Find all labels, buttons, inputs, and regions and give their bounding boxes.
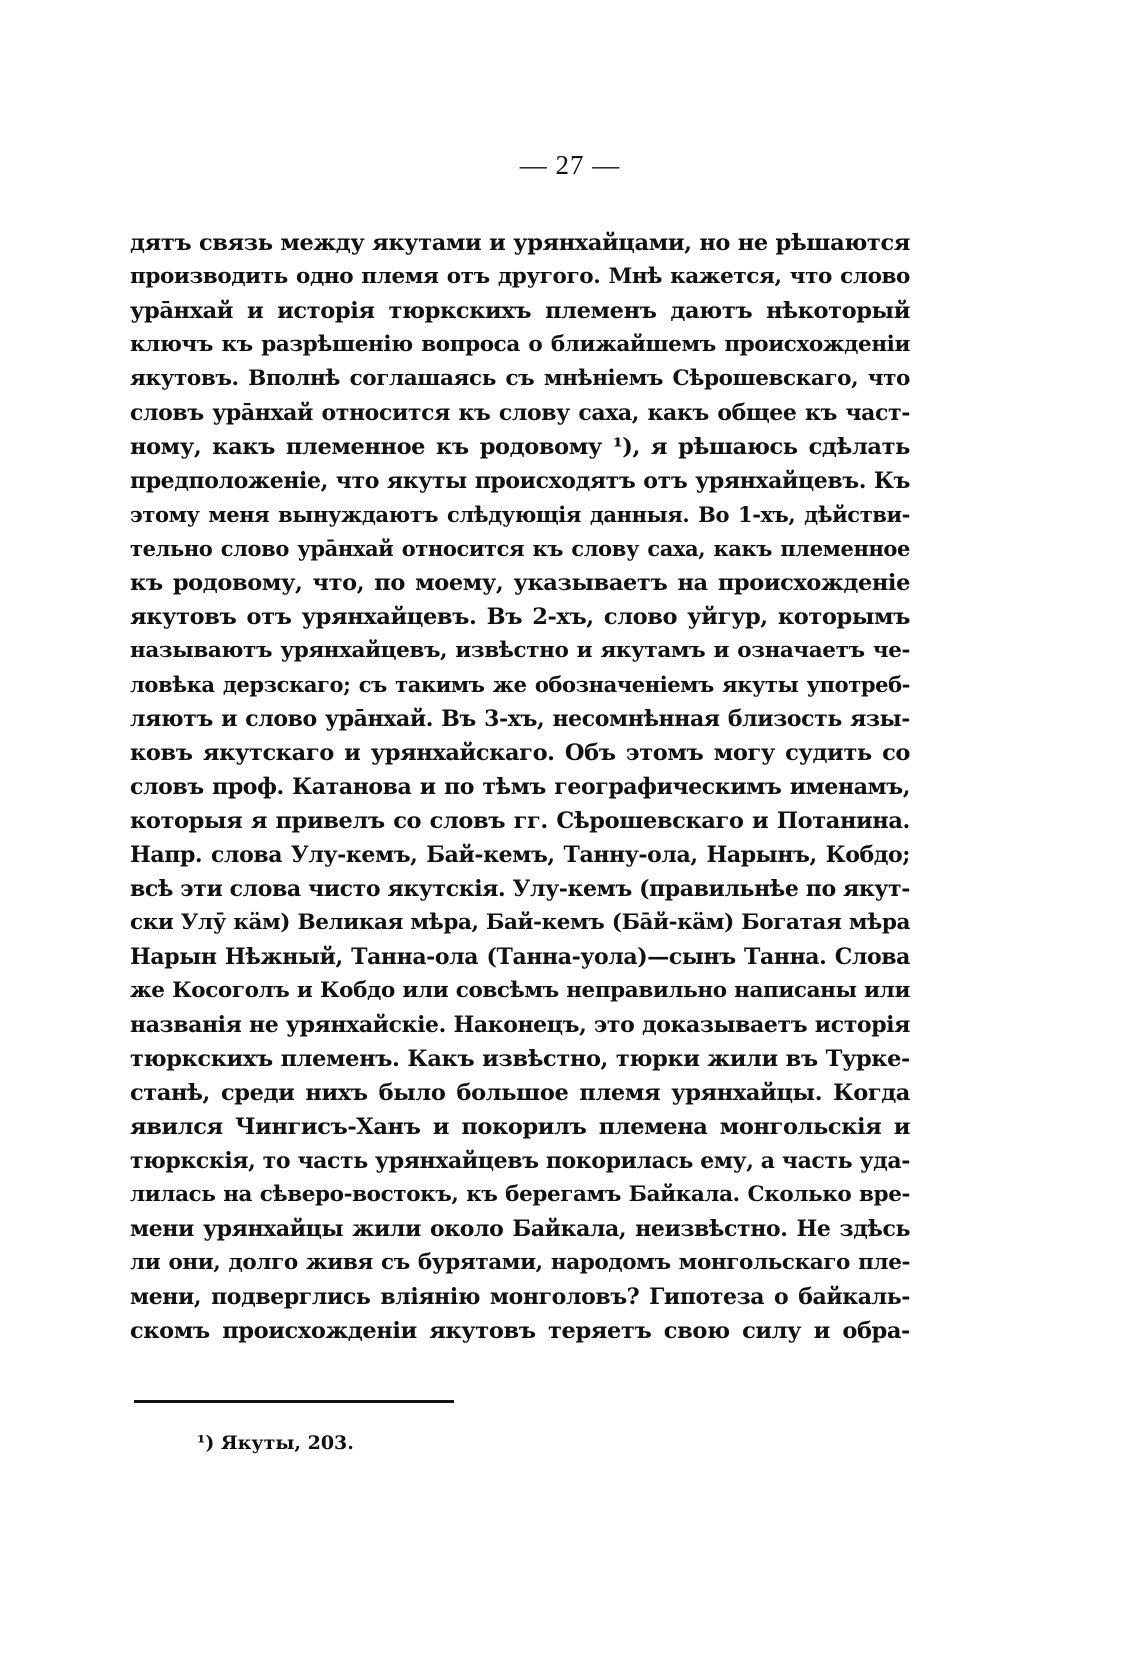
text-line: ли они, долго живя съ бурятами, народомъ монгольскаго пле- [130, 1250, 910, 1275]
text-line: дятъ связь между якутами и урянхайцами, но не рѣшаются [130, 230, 910, 256]
text-line: урāнхай и исторія тюркскихъ племенъ даютъ нѣкоторый [130, 298, 910, 324]
text-line: производить одно племя отъ другого. Мнѣ кажется, что слово [130, 264, 910, 289]
text-line: тельно слово урāнхай относится къ слову саха, какъ племенное [130, 536, 910, 561]
text-line: мени, подверглись вліянію монголовъ? Гипотеза о байкаль- [130, 1284, 910, 1310]
text-line: ски Улӯ кӓм) Великая мѣра, Бай-кемъ (Бāй-кӓм) Богатая мѣра [130, 910, 910, 935]
text-line: Нарын Нѣжный, Танна-ола (Танна-уола)—сынъ Танна. Слова [130, 944, 910, 970]
text-line: Напр. слова Улу-кемъ, Бай-кемъ, Танну-ола, Нарынъ, Кобдо; [130, 842, 910, 868]
footnote-marker: ¹) [197, 1432, 215, 1454]
text-line: ловѣка дерзскаго; съ такимъ же обозначеніемъ якуты употреб- [130, 672, 910, 697]
text-line: якутовъ отъ урянхайцевъ. Въ 2-хъ, слово уйгур, которымъ [130, 604, 910, 630]
text-line: станѣ, среди нихъ было большое племя урянхайцы. Когда [130, 1080, 910, 1106]
text-line: этому меня вынуждаютъ слѣдующія данныя. Во 1-хъ, дѣйстви- [130, 502, 910, 527]
text-line: предположеніе, что якуты происходятъ отъ урянхайцевъ. Къ [130, 468, 910, 494]
text-line: ляютъ и слово урāнхай. Въ 3-хъ, несомнѣнная близость язы- [130, 706, 910, 732]
text-line: словъ проф. Катанова и по тѣмъ географическимъ именамъ, [130, 774, 910, 800]
footnote [197, 1432, 354, 1454]
text-line: къ родовому, что, по моему, указываетъ на происхожденіе [130, 570, 910, 596]
text-line: ключъ къ разрѣшенію вопроса о ближайшемъ происхожденіи [130, 332, 910, 357]
text-line: всѣ эти слова чисто якутскія. Улу-кемъ (правильнѣе по якут- [130, 876, 910, 902]
text-line: скомъ происхожденіи якутовъ теряетъ свою силу и обра- [130, 1318, 910, 1344]
page-number: — 27 — [519, 150, 621, 180]
text-line: явился Чингисъ-Ханъ и покорилъ племена монгольскія и [130, 1114, 910, 1140]
body-text [130, 226, 910, 1348]
text-line: же Косоголъ и Кобдо или совсѣмъ неправильно написаны или [130, 978, 910, 1003]
text-line: которыя я привелъ со словъ гг. Сѣрошевскаго и Потанина. [130, 808, 910, 834]
text-line: называютъ урянхайцевъ, извѣстно и якутамъ и означаетъ че- [130, 638, 910, 663]
text-line: мени урянхайцы жили около Байкала, неизвѣстно. Не здѣсь [130, 1216, 910, 1242]
text-line: названія не урянхайскіе. Наконецъ, это доказываетъ исторія [130, 1012, 910, 1038]
text-line: словъ урāнхай относится къ слову саха, какъ общее къ част- [130, 400, 910, 426]
text-line: тюркскія, то часть урянхайцевъ покорилась ему, а часть уда- [130, 1148, 910, 1174]
text-line: ковъ якутскаго и урянхайскаго. Объ этомъ могу судить со [130, 740, 910, 766]
text-line: якутовъ. Вполнѣ соглашаясь съ мнѣніемъ Сѣрошевскаго, что [130, 366, 910, 391]
footnote-divider [134, 1400, 454, 1403]
text-line: лилась на сѣверо-востокъ, къ берегамъ Байкала. Сколько вре- [130, 1182, 910, 1207]
footnote-text: Якуты, 203. [214, 1432, 354, 1454]
text-line: тюркскихъ племенъ. Какъ извѣстно, тюрки жили въ Турке- [130, 1046, 910, 1072]
text-line: ному, какъ племенное къ родовому ¹), я рѣшаюсь сдѣлать [130, 434, 910, 460]
